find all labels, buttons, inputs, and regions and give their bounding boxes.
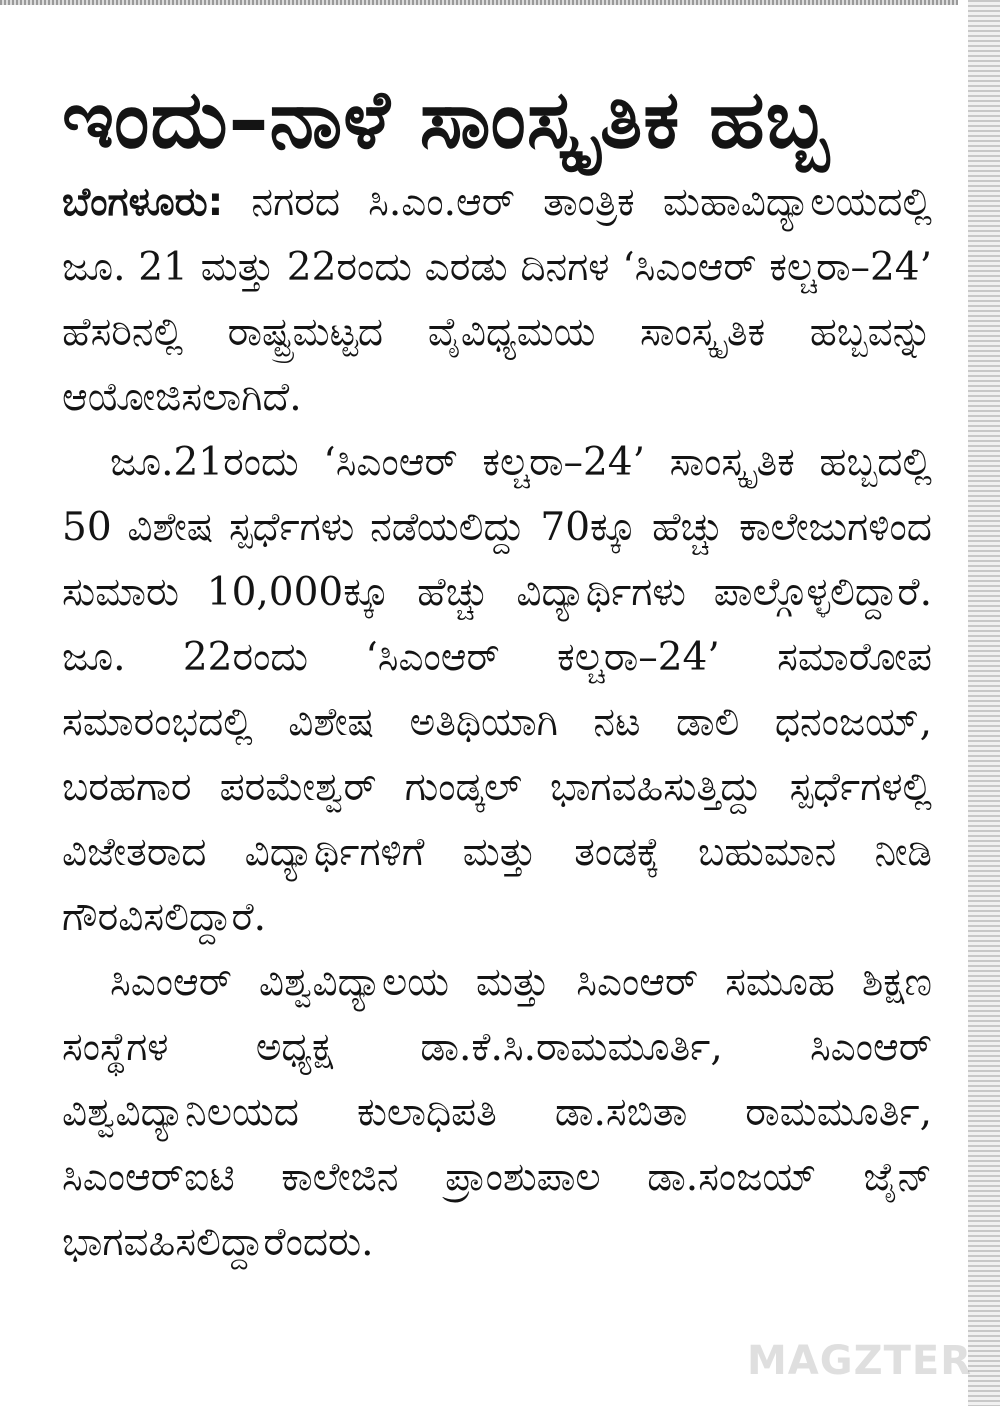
page-edge-strip [968,0,1000,1406]
top-border-rule [0,0,958,5]
article-paragraph-3: ಸಿಎಂಆರ್ ವಿಶ್ವವಿದ್ಯಾಲಯ ಮತ್ತು ಸಿಎಂಆರ್ ಸಮೂಹ ಶಿಕ್ಷಣ ಸಂಸ್ಥೆಗಳ ಅಧ್ಯಕ್ಷ ಡಾ.ಕೆ.ಸಿ.ರಾಮಮೂರ್ತಿ, ಸಿಎಂಆರ್ ವಿಶ್ವವಿದ್ಯಾನಿಲಯದ ಕುಲಾಧಿಪತಿ ಡಾ.ಸಬಿತಾ ರಾಮಮೂರ್ತಿ, ಸಿಎಂಆರ್‌ಐಟಿ ಕಾಲೇಜಿನ ಪ್ರಾಂಶುಪಾಲ ಡಾ.ಸಂಜಯ್ ಜೈನ್ ಭಾಗವಹಿಸಲಿದ್ದಾರೆಂದರು. [62,960,932,1265]
news-article [62,70,932,1275]
article-dateline: ಬೆಂಗಳೂರು: [62,180,224,225]
paragraph-1-text: ನಗರದ ಸಿ.ಎಂ.ಆರ್ ತಾಂತ್ರಿಕ ಮಹಾವಿದ್ಯಾಲಯದಲ್ಲಿ ಜೂ. 21 ಮತ್ತು 22ರಂದು ಎರಡು ದಿನಗಳ ‘ಸಿಎಂಆರ್ ಕಲ್ಚರಾ–24’ ಹೆಸರಿನಲ್ಲಿ ರಾಷ್ಟ್ರಮಟ್ಟದ ವೈವಿಧ್ಯಮಯ ಸಾಂಸ್ಕೃತಿಕ ಹಬ್ಬವನ್ನು ಆಯೋಜಿಸಲಾಗಿದೆ. [62,180,932,420]
article-headline: ಇಂದು–ನಾಳೆ ಸಾಂಸ್ಕೃತಿಕ ಹಬ್ಬ [62,73,830,166]
article-paragraph-1 [62,170,932,430]
magzter-watermark: MAGZTER [746,1338,972,1384]
article-paragraph-2: ಜೂ.21ರಂದು ‘ಸಿಎಂಆರ್ ಕಲ್ಚರಾ–24’ ಸಾಂಸ್ಕೃತಿಕ ಹಬ್ಬದಲ್ಲಿ 50 ವಿಶೇಷ ಸ್ಪರ್ಧೆಗಳು ನಡೆಯಲಿದ್ದು 70ಕ್ಕೂ ಹೆಚ್ಚು ಕಾಲೇಜುಗಳಿಂದ ಸುಮಾರು 10,000ಕ್ಕೂ ಹೆಚ್ಚು ವಿದ್ಯಾರ್ಥಿಗಳು ಪಾಲ್ಗೊಳ್ಳಲಿದ್ದಾರೆ. ಜೂ. 22ರಂದು ‘ಸಿಎಂಆರ್ ಕಲ್ಚರಾ–24’ ಸಮಾರೋಪ ಸಮಾರಂಭದಲ್ಲಿ ವಿಶೇಷ ಅತಿಥಿಯಾಗಿ ನಟ ಡಾಲಿ ಧನಂಜಯ್, ಬರಹಗಾರ ಪರಮೇಶ್ವರ್ ಗುಂಡ್ಕಲ್ ಭಾಗವಹಿಸುತ್ತಿದ್ದು ಸ್ಪರ್ಧೆಗಳಲ್ಲಿ ವಿಜೇತರಾದ ವಿದ್ಯಾರ್ಥಿಗಳಿಗೆ ಮತ್ತು ತಂಡಕ್ಕೆ ಬಹುಮಾನ ನೀಡಿ ಗೌರವಿಸಲಿದ್ದಾರೆ. [62,440,932,940]
